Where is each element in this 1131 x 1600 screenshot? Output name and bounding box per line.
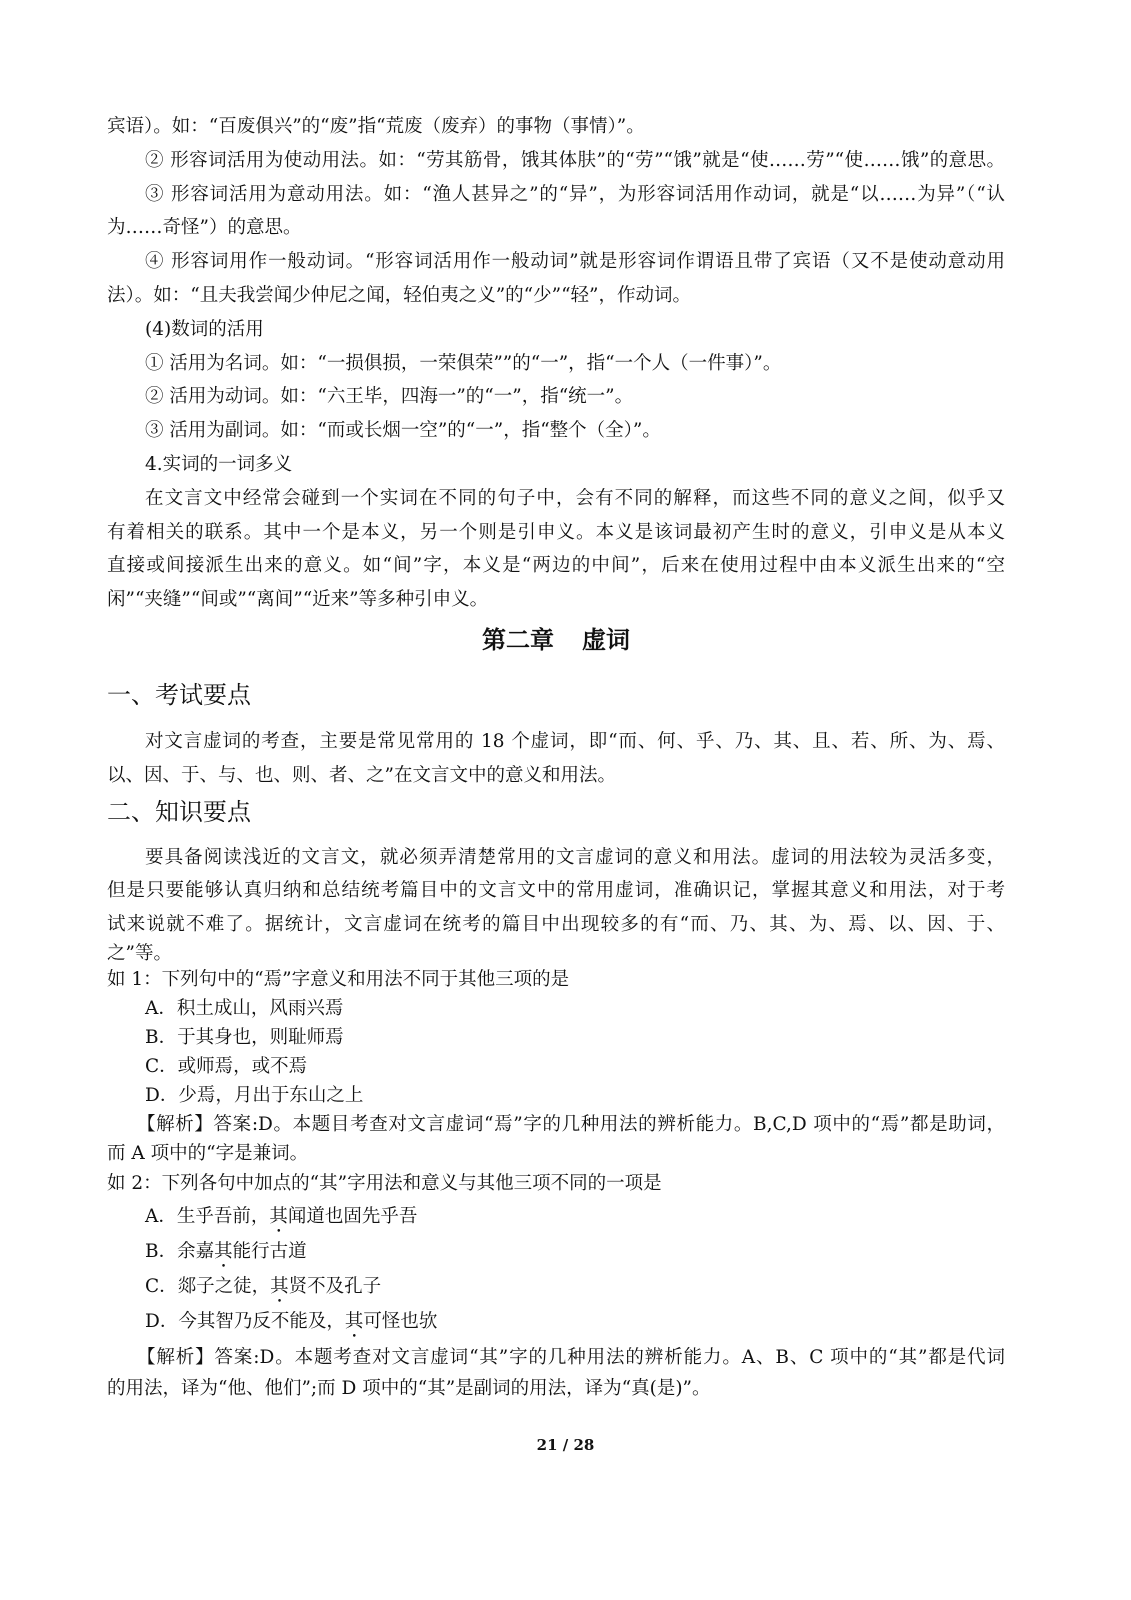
- option-text: 可怪也欤: [363, 1310, 438, 1332]
- option-c: C．或师焉，或不焉: [145, 1055, 308, 1077]
- page-number: 21 / 28: [536, 1436, 595, 1454]
- text-line: 但是只要能够认真归纳和总结统考篇目中的文言文中的常用虚词，准确识记，掌握其意义和用法，对于考: [107, 880, 1005, 902]
- option-d: [107, 1304, 1005, 1339]
- text-line: ② 形容词活用为使动用法。如：“劳其筋骨，饿其体肤”的“劳”“饿”就是“使……劳”“使……饿”的意思。: [145, 149, 1005, 171]
- option-c: [107, 1269, 1005, 1304]
- emphasized-char: 其: [270, 1275, 289, 1297]
- chapter-name: 虚词: [582, 624, 630, 654]
- option-text: B．余嘉: [145, 1240, 215, 1262]
- text-line: 宾语）。如：“百废俱兴”的“废”指“荒废（废弃）的事物（事情）”。: [107, 116, 645, 137]
- analysis-text: 的用法，译为“他、他们”;而 D 项中的“其”是副词的用法，译为“真(是)”。: [107, 1377, 711, 1399]
- text-line: 直接或间接派生出来的意义。如“间”字，本义是“两边的中间”，后来在使用过程中由本义派生出来的“空: [107, 555, 1005, 577]
- option-text: 贤不及孔子: [288, 1275, 382, 1297]
- option-a: A．积土成山，风雨兴焉: [145, 997, 344, 1019]
- emphasized-char: 其: [214, 1240, 233, 1262]
- analysis-text: 而 A 项中的“字是兼词。: [107, 1142, 309, 1164]
- option-text: 能行古道: [232, 1240, 307, 1262]
- document-page: [107, 110, 1005, 1404]
- text-line: 试来说就不难了。据统计，文言虚词在统考的篇目中出现较多的有“而、乃、其、为、焉、以、因、于、: [107, 914, 1005, 936]
- text-line: ③ 形容词活用为意动用法。如：“渔人甚异之”的“异”，为形容词活用作动词，就是“以……为异”（“认: [145, 183, 1005, 205]
- text-line: 有着相关的联系。其中一个是本义，另一个则是引申义。本义是该词最初产生时的意义，引申义是从本义: [107, 521, 1005, 543]
- option-text: C．郯子之徒，: [145, 1275, 271, 1297]
- subheading: 4.实词的一词多义: [145, 453, 293, 475]
- text-line: 对文言虚词的考查，主要是常见常用的 18 个虚词，即“而、何、乎、乃、其、且、若、所、为、焉、: [145, 730, 1005, 752]
- analysis-text: 【解析】答案:D。本题目考查对文言虚词“焉”字的几种用法的辨析能力。B,C,D 项中的“焉”都是助词，: [137, 1113, 1005, 1135]
- text-line: 法）。如：“且夫我尝闻少仲尼之闻，轻伯夷之义”的“少”“轻”，作动词。: [107, 284, 691, 306]
- text-line: ② 活用为动词。如：“六王毕，四海一”的“一”，指“统一”。: [145, 386, 634, 408]
- analysis-text: 【解析】答案:D。本题考查对文言虚词“其”字的几种用法的辨析能力。A、B、C 项中的“其”都是代词: [137, 1346, 1005, 1368]
- emphasized-char: 其: [269, 1205, 288, 1227]
- text-line: 之”等。: [107, 942, 172, 964]
- option-b: [107, 1234, 1005, 1269]
- section-heading-exam-points: 一、考试要点: [107, 680, 251, 709]
- text-line: 闲”“夹缝”“间或”“离间”“近来”等多种引申义。: [107, 589, 489, 611]
- text-line: 为……奇怪”）的意思。: [107, 217, 302, 239]
- option-a: [107, 1199, 1005, 1234]
- example-2: [107, 1168, 1005, 1404]
- example-1: [107, 965, 1005, 1168]
- option-text: 闻道也固先乎吾: [287, 1205, 418, 1227]
- chapter-number: 第二章: [482, 624, 554, 654]
- section-adjective-numeral-usage: [107, 110, 1005, 617]
- text-line: 在文言文中经常会碰到一个实词在不同的句子中，会有不同的解释，而这些不同的意义之间，似乎又: [145, 487, 1005, 509]
- text-line: ① 活用为名词。如：“一损俱损，一荣俱荣””的“一”，指“一个人（一件事）”。: [145, 352, 782, 374]
- question-text: 如 2：下列各句中加点的“其”字用法和意义与其他三项不同的一项是: [107, 1172, 662, 1194]
- section-heading-knowledge-points: 二、知识要点: [107, 797, 251, 826]
- text-line: ③ 活用为副词。如：“而或长烟一空”的“一”，指“整个（全）”。: [145, 420, 661, 442]
- text-line: ④ 形容词用作一般动词。“形容词活用作一般动词”就是形容词作谓语且带了宾语（又不是使动意动用: [145, 251, 1005, 273]
- subheading: (4)数词的活用: [145, 318, 264, 340]
- chapter-title: [107, 620, 1005, 660]
- option-b: B．于其身也，则耻师焉: [145, 1026, 344, 1048]
- option-text: A．生乎吾前，: [145, 1205, 270, 1227]
- option-d: D．少焉，月出于东山之上: [145, 1084, 364, 1106]
- option-text: D．今其智乃反不能及，: [145, 1310, 345, 1332]
- question-text: 如 1：下列句中的“焉”字意义和用法不同于其他三项的是: [107, 968, 570, 990]
- emphasized-char: 其: [344, 1310, 364, 1332]
- text-line: 以、因、于、与、也、则、者、之”在文言文中的意义和用法。: [107, 764, 616, 786]
- text-line: 要具备阅读浅近的文言文，就必须弄清楚常用的文言虚词的意义和用法。虚词的用法较为灵活多变，: [145, 846, 1005, 868]
